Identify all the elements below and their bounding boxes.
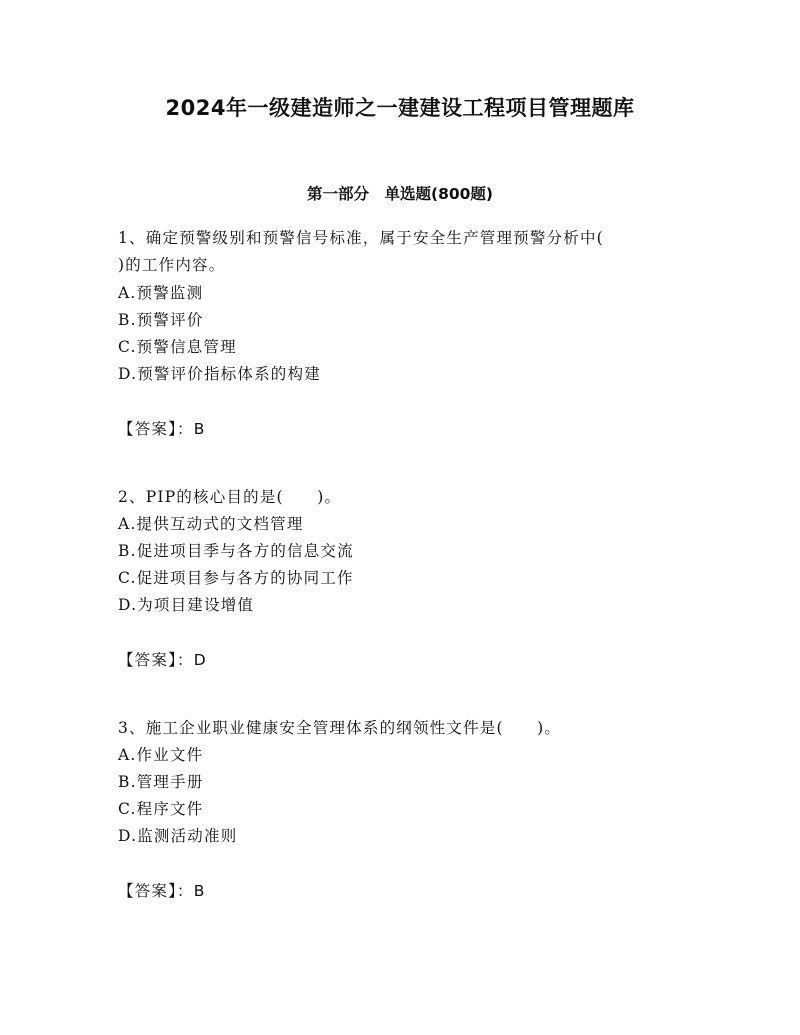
question-1-stem-line-2: )的工作内容。 xyxy=(118,256,226,274)
question-1-option-c: C.预警信息管理 xyxy=(118,338,237,356)
question-2-stem-line-1: 2、PIP的核心目的是( )。 xyxy=(118,488,342,506)
question-2-option-a: A.提供互动式的文档管理 xyxy=(118,515,304,533)
question-3-option-d: D.监测活动准则 xyxy=(118,827,238,845)
question-2-option-b: B.促进项目季与各方的信息交流 xyxy=(118,542,354,560)
question-2-option-c: C.促进项目参与各方的协同工作 xyxy=(118,569,354,587)
document-title: 2024年一级建造师之一建建设工程项目管理题库 xyxy=(165,96,635,120)
question-1-answer: 【答案】：B xyxy=(118,420,206,438)
question-3-stem-line-1: 3、施工企业职业健康安全管理体系的纲领性文件是( )。 xyxy=(118,719,562,737)
question-1-option-b: B.预警评价 xyxy=(118,311,204,329)
question-3-option-a: A.作业文件 xyxy=(118,746,204,764)
question-3-answer: 【答案】：B xyxy=(118,882,206,900)
question-3-option-c: C.程序文件 xyxy=(118,800,204,818)
question-1-option-a: A.预警监测 xyxy=(118,284,204,302)
question-1-option-d: D.预警评价指标体系的构建 xyxy=(118,365,321,383)
section-title: 第一部分 单选题(800题) xyxy=(306,185,494,203)
question-2-option-d: D.为项目建设增值 xyxy=(118,596,255,614)
question-3-option-b: B.管理手册 xyxy=(118,773,204,791)
question-1-stem-line-1: 1、确定预警级别和预警信号标准，属于安全生产管理预警分析中( xyxy=(118,229,604,247)
question-2-answer: 【答案】：D xyxy=(118,651,207,669)
